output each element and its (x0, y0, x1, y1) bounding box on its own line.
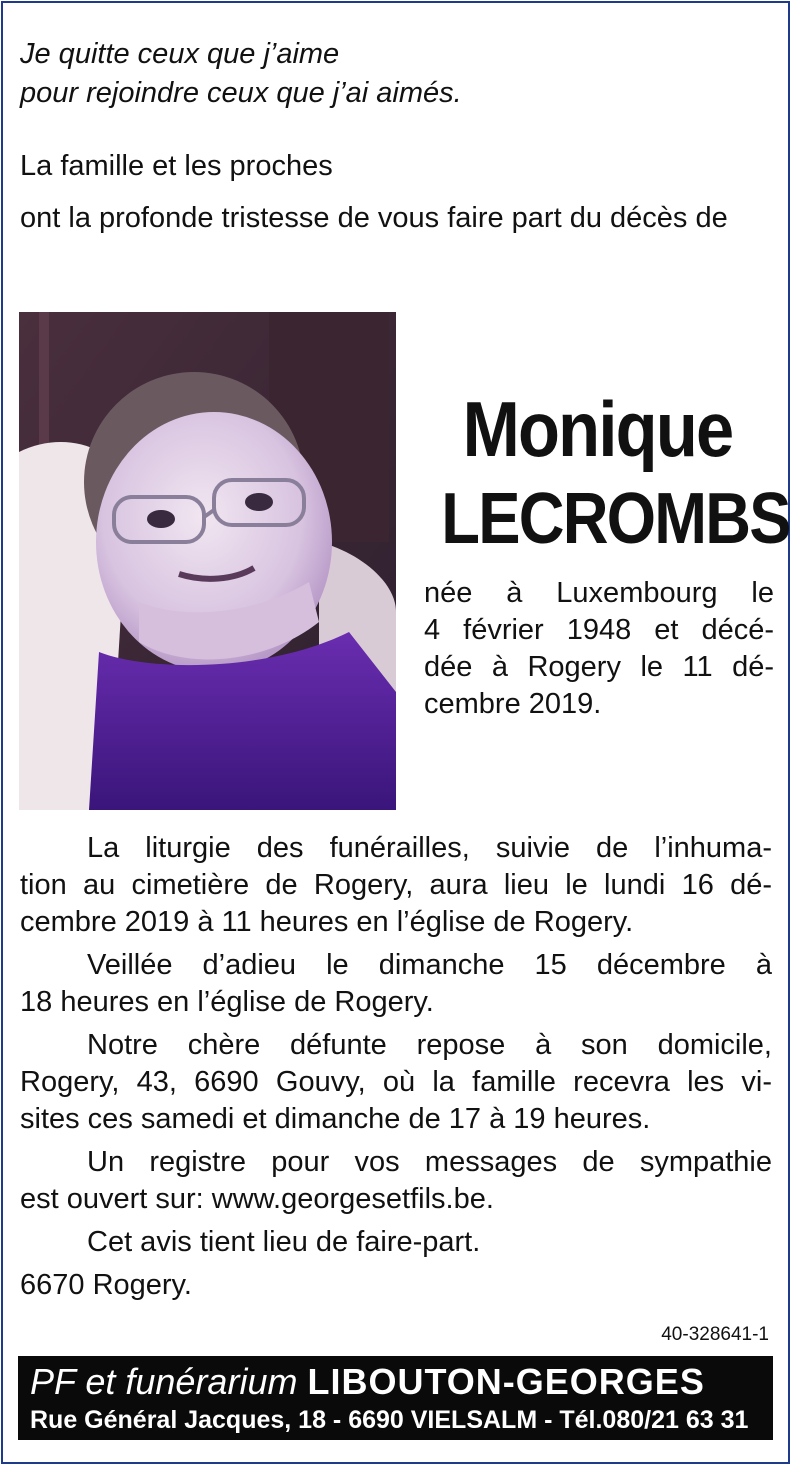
birth-line-1: née à Luxembourg le (424, 577, 774, 609)
birth-line-4: cembre 2019. (424, 688, 602, 720)
funeral-home-name: LIBOUTON-GEORGES (307, 1361, 705, 1402)
vigil-line-2: 18 heures en l’église de Rogery. (20, 986, 434, 1018)
liturgy-paragraph (20, 830, 772, 941)
liturgy-line-3: cembre 2019 à 11 heures en l’église de Rogery. (20, 906, 634, 938)
liturgy-line-1: La liturgie des funérailles, suivie de l’inhuma- (87, 832, 772, 864)
vigil-paragraph (20, 947, 772, 1021)
funeral-home-banner (18, 1356, 773, 1440)
register-paragraph (20, 1144, 772, 1218)
portrait-photo (19, 312, 396, 810)
rest-line-1: Notre chère défunte repose à son domicile, (87, 1029, 772, 1061)
vigil-line-1: Veillée d’adieu le dimanche 15 décembre à (87, 949, 772, 981)
register-line-1: Un registre pour vos messages de sympathie (87, 1146, 772, 1178)
deceased-last-name: LECROMBS (441, 479, 790, 559)
place-line: 6670 Rogery. (20, 1269, 192, 1301)
funeral-home-prefix: PF et funérarium (30, 1361, 298, 1402)
reference-number: 40-328641-1 (661, 1324, 769, 1345)
birth-line-2: 4 février 1948 et décé- (424, 614, 774, 646)
verse-line-2: pour rejoindre ceux que j’ai aimés. (20, 77, 462, 109)
rest-line-2: Rogery, 43, 6690 Gouvy, où la famille recevra les vi- (20, 1066, 772, 1098)
announcement-body (20, 830, 772, 1304)
funeral-home-title (30, 1360, 765, 1404)
intro-line-2: ont la profonde tristesse de vous faire part du décès de (20, 202, 728, 234)
verse-line-1: Je quitte ceux que j’aime (20, 38, 340, 70)
liturgy-line-2: tion au cimetière de Rogery, aura lieu le lundi 16 dé- (20, 869, 772, 901)
portrait-illustration (19, 312, 396, 810)
intro-line-1: La famille et les proches (20, 150, 333, 182)
verse (20, 36, 462, 114)
rest-paragraph (20, 1027, 772, 1138)
deceased-first-name: Monique (462, 385, 733, 473)
funeral-home-address: Rue Général Jacques, 18 - 6690 VIELSALM - Tél.080/21 63 31 (30, 1406, 749, 1434)
birth-death-details (424, 575, 774, 723)
rest-line-3: sites ces samedi et dimanche de 17 à 19 heures. (20, 1103, 651, 1135)
register-line-2: est ouvert sur: www.georgesetfils.be. (20, 1183, 494, 1215)
notice-line: Cet avis tient lieu de faire-part. (87, 1226, 481, 1258)
birth-line-3: dée à Rogery le 11 dé- (424, 651, 774, 683)
